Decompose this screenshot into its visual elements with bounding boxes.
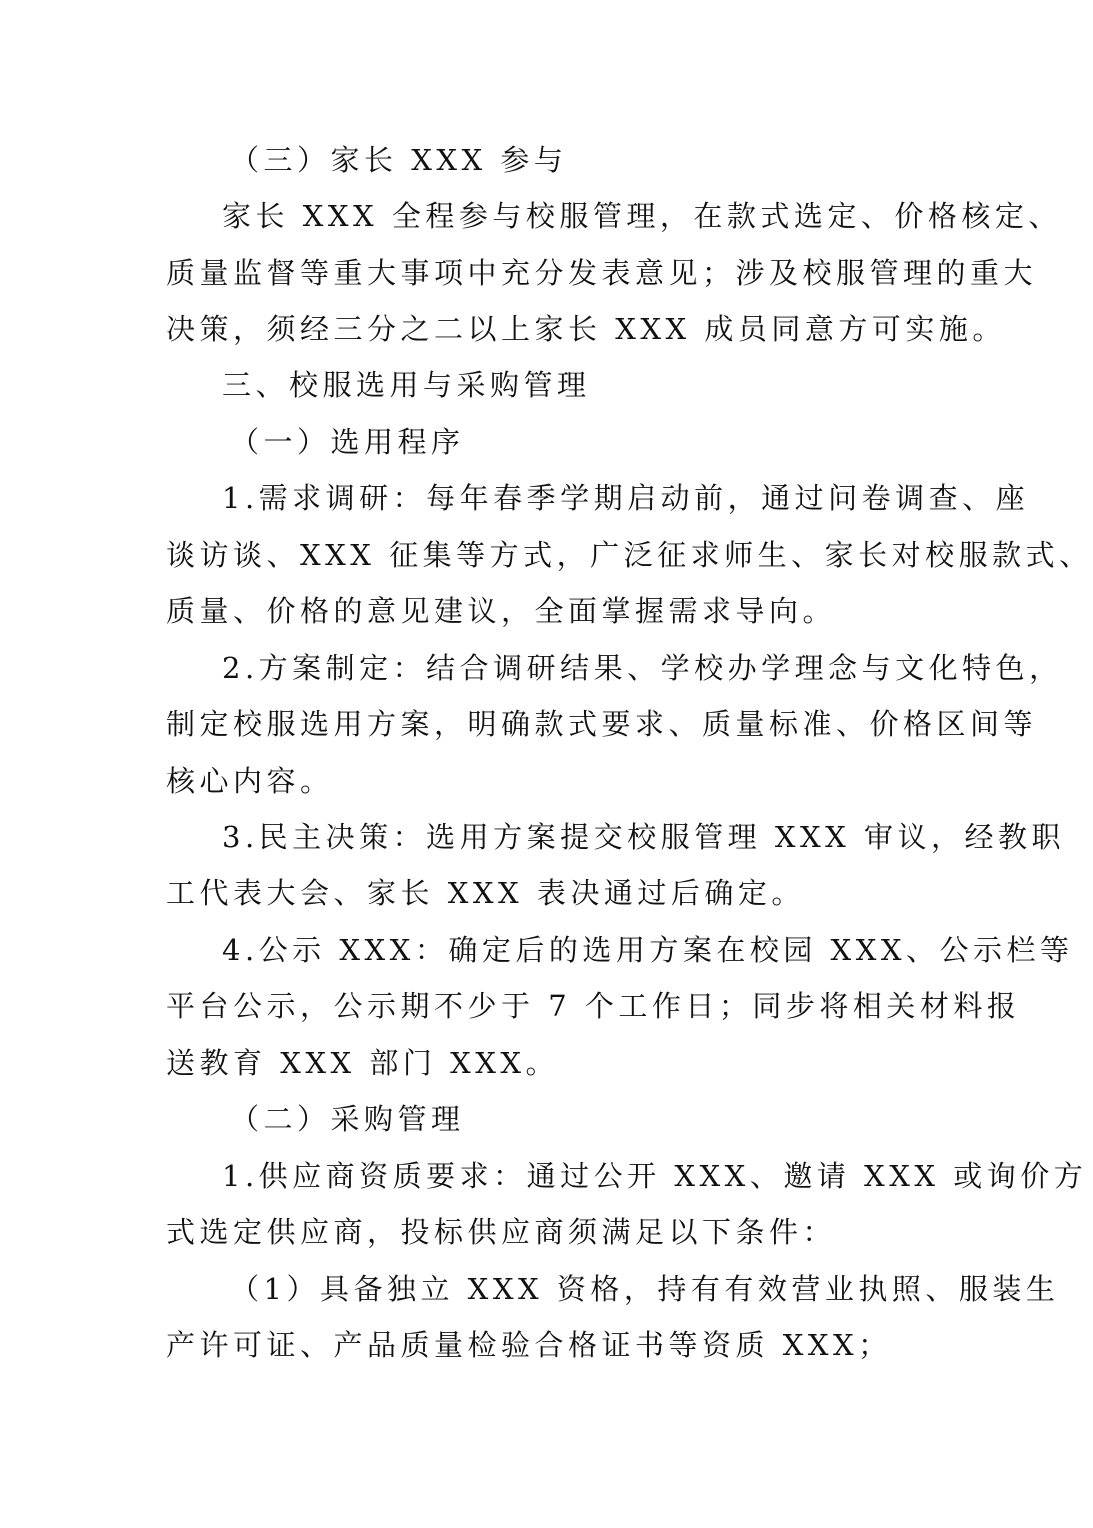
section-heading-selection-procurement: 三、校服选用与采购管理 (222, 368, 591, 402)
paragraph-line: 4.公示 XXX：确定后的选用方案在校园 XXX、公示栏等 (222, 933, 1074, 967)
subheading-selection-procedure: （一）选用程序 (230, 425, 465, 459)
paragraph-line: 3.民主决策：选用方案提交校服管理 XXX 审议，经教职 (222, 820, 1066, 854)
paragraph-line: 谈访谈、XXX 征集等方式，广泛征求师生、家长对校服款式、 (166, 538, 1093, 572)
paragraph-line: 质量、价格的意见建议，全面掌握需求导向。 (166, 594, 837, 628)
paragraph-line: 1.需求调研：每年春季学期启动前，通过问卷调查、座 (222, 481, 1030, 515)
paragraph-line: 1.供应商资质要求：通过公开 XXX、邀请 XXX 或询价方 (222, 1159, 1088, 1193)
paragraph-line: 家长 XXX 全程参与校服管理，在款式选定、价格核定、 (222, 199, 1062, 233)
paragraph-line: 决策，须经三分之二以上家长 XXX 成员同意方可实施。 (166, 312, 1006, 346)
paragraph-line: 送教育 XXX 部门 XXX。 (166, 1046, 560, 1080)
paragraph-line: 质量监督等重大事项中充分发表意见；涉及校服管理的重大 (166, 256, 1038, 290)
paragraph-line: 产许可证、产品质量检验合格证书等资质 XXX； (166, 1328, 892, 1362)
paragraph-line: 工代表大会、家长 XXX 表决通过后确定。 (166, 876, 805, 910)
paragraph-line: 核心内容。 (166, 764, 334, 798)
subheading-procurement-management: （二）采购管理 (230, 1102, 465, 1136)
subheading-parent-participation: （三）家长 XXX 参与 (230, 143, 568, 177)
paragraph-line: 2.方案制定：结合调研结果、学校办学理念与文化特色， (222, 651, 1063, 685)
paragraph-line: 制定校服选用方案，明确款式要求、质量标准、价格区间等 (166, 707, 1038, 741)
paragraph-line: （1）具备独立 XXX 资格，持有有效营业执照、服装生 (230, 1272, 1060, 1306)
paragraph-line: 平台公示，公示期不少于 7 个工作日；同步将相关材料报 (166, 989, 1021, 1023)
paragraph-line: 式选定供应商，投标供应商须满足以下条件： (166, 1215, 837, 1249)
